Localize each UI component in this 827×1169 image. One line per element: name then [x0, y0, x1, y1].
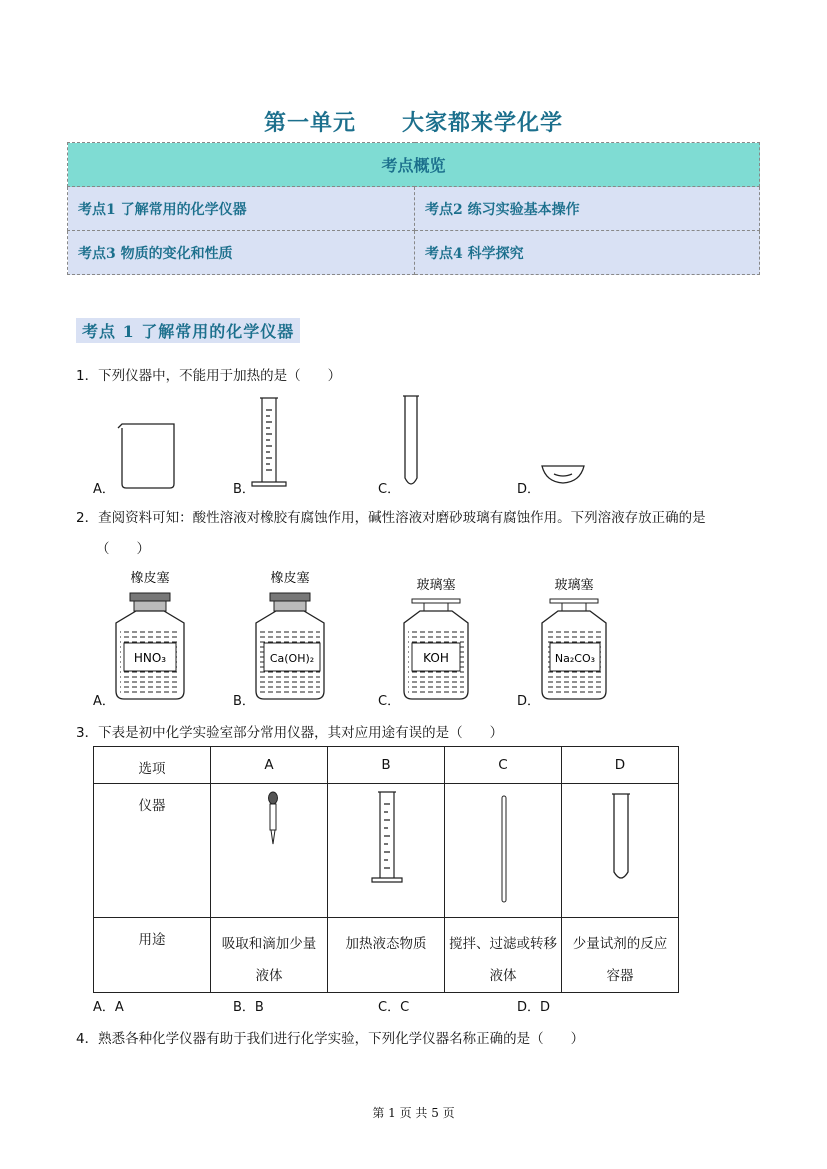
- answer-b: B．B: [233, 1000, 264, 1015]
- bottle-label: Ca(OH)₂: [269, 652, 315, 665]
- reagent-bottle-b: [256, 570, 324, 699]
- stopper-label: 玻璃塞: [554, 578, 594, 593]
- answer-d: D．D: [517, 1000, 551, 1015]
- reagent-bottle-a: [116, 570, 184, 699]
- table-header: D: [562, 747, 679, 784]
- row-label-use: 用途: [94, 918, 211, 993]
- reagent-bottle-c: [404, 577, 468, 699]
- page-title: 第一单元 大家都来学化学: [263, 110, 563, 136]
- use-text: 少量试剂的反应: [572, 936, 668, 952]
- table-header: B: [328, 747, 445, 784]
- table-header: 选项: [94, 747, 211, 784]
- overview-table: [67, 142, 760, 275]
- option-c: C．: [378, 482, 401, 497]
- beaker-image: [118, 424, 174, 488]
- reagent-bottle-d: [542, 577, 606, 699]
- use-cell-d: [562, 918, 679, 993]
- use-cell-b: [328, 918, 445, 993]
- use-cell-a: [211, 918, 328, 993]
- bottle-label: KOH: [423, 651, 449, 665]
- table-header: A: [211, 747, 328, 784]
- option-d: D．: [517, 694, 541, 709]
- table-header: C: [445, 747, 562, 784]
- question-3-stem: 3．下表是初中化学实验室部分常用仪器，其对应用途有误的是（ ）: [76, 725, 504, 741]
- overview-cell: 考点1 了解常用的化学仪器: [68, 187, 415, 231]
- instrument-cell-a: [211, 784, 328, 918]
- option-b: B．: [233, 694, 255, 709]
- answer-a: A．A: [93, 1000, 124, 1015]
- row-label-instrument: 仪器: [94, 784, 211, 918]
- option-c: C．: [378, 694, 401, 709]
- overview-cell: 考点4 科学探究: [415, 231, 760, 275]
- use-text: 容器: [606, 968, 634, 984]
- glass-rod-image: [445, 784, 561, 908]
- test-tube-image: [562, 784, 678, 888]
- evaporating-dish-image: [542, 466, 584, 483]
- question-1-stem: 1．下列仪器中，不能用于加热的是（ ）: [76, 368, 342, 384]
- graduated-cylinder-image: [252, 398, 286, 486]
- use-cell-c: [445, 918, 562, 993]
- option-b: B．: [233, 482, 255, 497]
- page-footer: 第 1 页 共 5 页: [372, 1106, 455, 1120]
- q2-figure: [100, 565, 640, 705]
- option-d: D．: [517, 482, 541, 497]
- overview-cell: 考点2 练习实验基本操作: [415, 187, 760, 231]
- answer-c: C．C: [378, 1000, 410, 1015]
- use-text: 液体: [489, 968, 517, 984]
- test-tube-image: [403, 396, 419, 484]
- instrument-cell-c: [445, 784, 562, 918]
- graduated-cylinder-image: [328, 784, 444, 894]
- bottle-label: Na₂CO₃: [554, 652, 596, 665]
- bottle-label: HNO₃: [133, 651, 167, 665]
- use-text: 加热液态物质: [345, 936, 427, 952]
- instrument-cell-d: [562, 784, 679, 918]
- section-heading: 考点 1 了解常用的化学仪器: [76, 318, 300, 343]
- use-text: 搅拌、过滤或转移: [449, 936, 557, 952]
- stopper-label: 玻璃塞: [416, 578, 456, 593]
- option-a: A．: [93, 482, 115, 497]
- instrument-table: [93, 746, 679, 993]
- option-a: A．: [93, 694, 115, 709]
- stopper-label: 橡皮塞: [270, 571, 310, 586]
- overview-header: 考点概览: [68, 143, 760, 187]
- dropper-image: [211, 784, 327, 864]
- question-2-stem: 2．查阅资料可知：酸性溶液对橡胶有腐蚀作用，碱性溶液对磨砂玻璃有腐蚀作用。下列溶液存放正确的是: [76, 510, 706, 526]
- overview-cell: 考点3 物质的变化和性质: [68, 231, 415, 275]
- instrument-cell-b: [328, 784, 445, 918]
- question-4-stem: 4．熟悉各种化学仪器有助于我们进行化学实验，下列化学仪器名称正确的是（ ）: [76, 1031, 585, 1047]
- question-2-paren: （ ）: [96, 541, 150, 557]
- stopper-label: 橡皮塞: [130, 571, 170, 586]
- use-text: 液体: [255, 968, 283, 984]
- use-text: 吸取和滴加少量: [221, 936, 317, 952]
